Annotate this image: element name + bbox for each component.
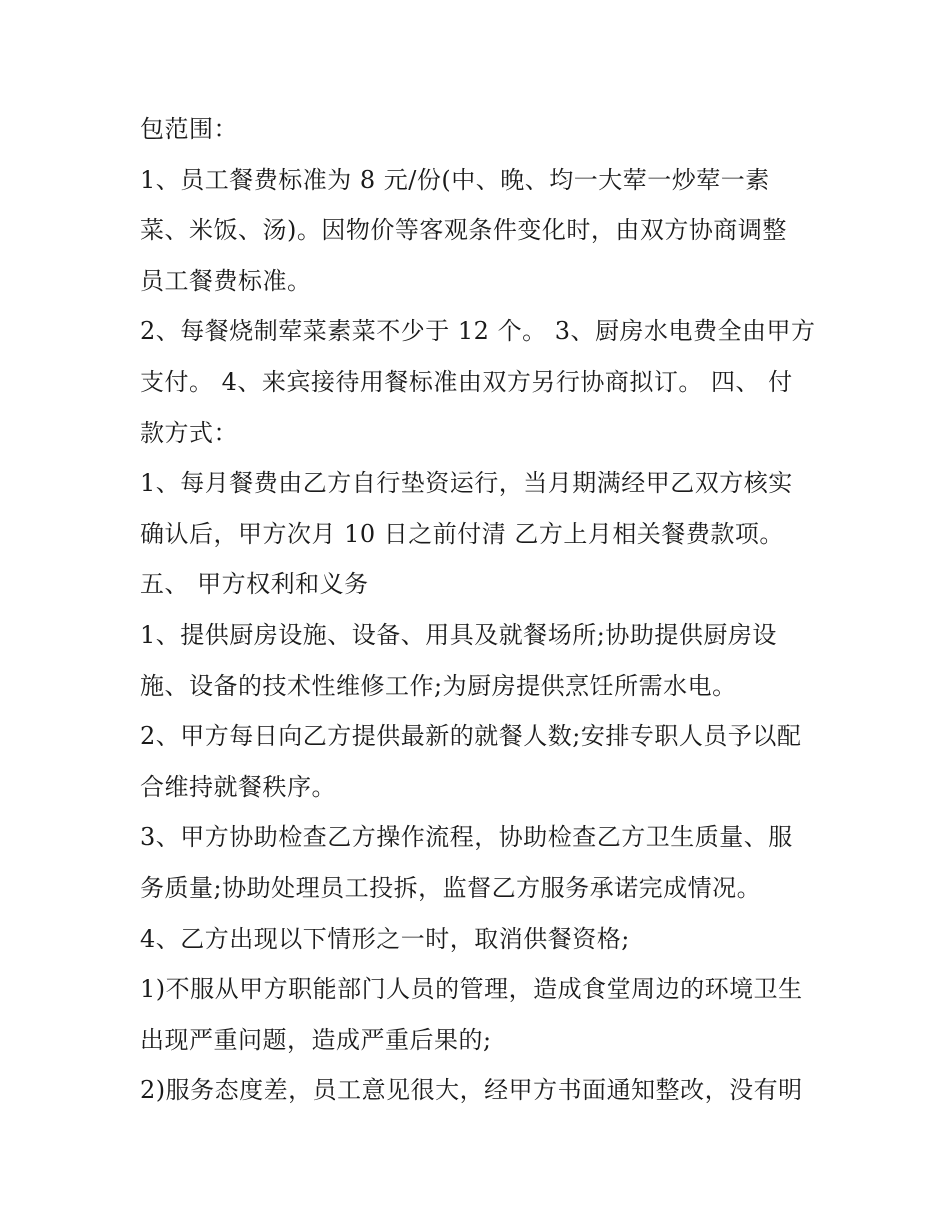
text-line: 支付。 4、来宾接待用餐标准由双方另行协商拟订。 四、 付 xyxy=(140,367,793,396)
text-line: 1、提供厨房设施、设备、用具及就餐场所;协助提供厨房设 xyxy=(140,620,777,649)
text-line: 菜、米饭、汤)。因物价等客观条件变化时，由双方协商调整 xyxy=(140,216,787,245)
text-line: 确认后，甲方次月 10 日之前付清 乙方上月相关餐费款项。 xyxy=(140,519,784,548)
text-line: 员工餐费标准。 xyxy=(140,266,312,295)
text-line: 1、员工餐费标准为 8 元/份(中、晚、均一大荤一炒荤一素 xyxy=(140,165,770,194)
text-line: 4、乙方出现以下情形之一时，取消供餐资格; xyxy=(140,924,630,953)
text-line: 2)服务态度差，员工意见很大，经甲方书面通知整改，没有明 xyxy=(140,1076,803,1105)
text-line: 2、甲方每日向乙方提供最新的就餐人数;安排专职人员予以配 xyxy=(140,722,802,751)
text-line: 合维持就餐秩序。 xyxy=(140,772,336,801)
text-line: 五、 甲方权利和义务 xyxy=(140,570,369,599)
text-line: 包范围： xyxy=(140,115,238,143)
document-body xyxy=(140,104,820,1116)
text-line: 款方式： xyxy=(140,418,238,447)
text-line: 1、每月餐费由乙方自行垫资运行，当月期满经甲乙双方核实 xyxy=(140,469,793,498)
text-line: 务质量;协助处理员工投拆，监督乙方服务承诺完成情况。 xyxy=(140,873,762,902)
text-line: 施、设备的技术性维修工作;为厨房提供烹饪所需水电。 xyxy=(140,671,737,700)
text-line: 出现严重问题，造成严重后果的; xyxy=(140,1025,492,1054)
text-line: 3、甲方协助检查乙方操作流程，协助检查乙方卫生质量、服 xyxy=(140,823,793,852)
text-line: 1)不服从甲方职能部门人员的管理，造成食堂周边的环境卫生 xyxy=(140,975,803,1004)
text-line: 2、每餐烧制荤菜素菜不少于 12 个。 3、厨房水电费全由甲方 xyxy=(140,317,816,346)
